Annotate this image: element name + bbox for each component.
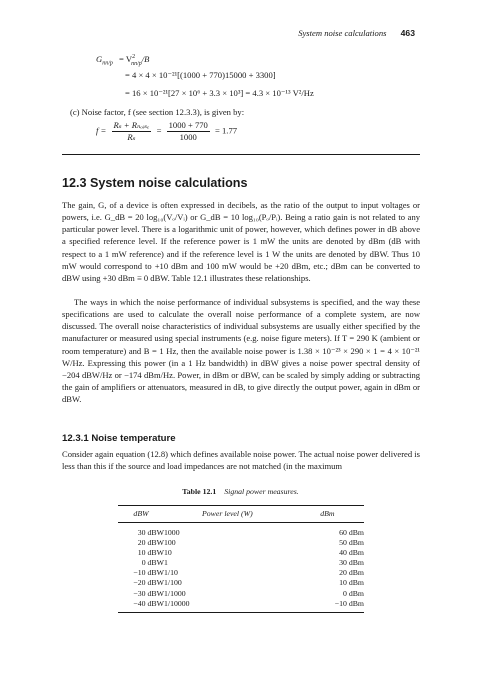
cell-dbm: 60 dBm bbox=[339, 528, 364, 537]
cell-power: 1/10 bbox=[164, 568, 178, 578]
cell-dbm: 10 dBm bbox=[339, 578, 364, 588]
column-header-dbm: dBm bbox=[291, 506, 364, 523]
column-header-dbw: dBW bbox=[118, 506, 164, 523]
paragraph-noise-performance: The ways in which the noise performance of individual subsystems is specified, and the way these specifications are used to calculate the overall noise performance of a complete system, are now discussed. The overall noise characteristics of individual subsystems are usually either specified by the manufacturer or measured using special instruments (e.g. noise figure meters). If T = 290 K (ambient or room temperature) and B = 1 Hz, then the available noise power is 1.38 × 10⁻²³ × 290 × 1 = 4 × 10⁻²¹ W/Hz. Expressing this power (in a 1 Hz bandwidth) in dBW gives a noise power spectral density of −204 dBW/Hz or −174 dBm/Hz. Power, in dBm or dBW, can be scaled by simply adding or subtracting the gain of amplifiers or attenuators, measured in dB, to give directly the output power, again in dBm or dBW. bbox=[62, 297, 420, 405]
equation-line-2: = 4 × 4 × 10⁻²¹[(1000 + 770)15000 + 3300] bbox=[125, 70, 276, 80]
cell-dbm: 0 dBm bbox=[342, 588, 364, 598]
cell-dbm: 50 dBm bbox=[339, 538, 364, 548]
cell-dbw: 0 dBW bbox=[141, 558, 164, 568]
table-header-row bbox=[118, 506, 364, 523]
running-title: System noise calculations bbox=[298, 28, 387, 38]
table-row bbox=[118, 523, 364, 539]
page-number: 463 bbox=[400, 28, 415, 38]
cell-power: 10 bbox=[164, 548, 172, 558]
cell-power: 1/10000 bbox=[164, 599, 291, 613]
section-heading: 12.3 System noise calculations bbox=[62, 176, 248, 190]
cell-power: 1 bbox=[164, 558, 168, 568]
cell-dbm: 20 dBm bbox=[339, 568, 364, 578]
column-header-power: Power level (W) bbox=[164, 506, 291, 523]
cell-dbw: −30 dBW bbox=[133, 588, 164, 598]
cell-power: 1000 bbox=[164, 528, 180, 537]
cell-dbw: 30 dBW bbox=[137, 528, 164, 537]
equation-noise-density: $G_{nn/p} = V^2_{nn/p}/B$ bbox=[96, 53, 150, 67]
cell-dbw: −20 dBW bbox=[133, 578, 164, 588]
cell-dbm: 30 dBm bbox=[339, 558, 364, 568]
fraction-symbolic: $\frac{\text{Rₛ + Rₙₒᵢₛₑ}}{\text{Rₛ}}$ bbox=[113, 120, 150, 142]
table-row bbox=[118, 589, 364, 599]
paragraph-noise-temperature: Consider again equation (12.8) which defines available noise power. The actual noise power delivered is less than this if the source and load impedances are not matched (in the maximum bbox=[62, 449, 420, 472]
cell-power: 1/100 bbox=[164, 578, 182, 588]
cell-dbw: 10 dBW bbox=[137, 548, 164, 558]
section-divider bbox=[62, 154, 420, 155]
equation-noise-factor: f = $\frac{\text{Rₛ + Rₙₒᵢₛₑ}}{\text{Rₛ}}$ = $\frac{1000 + 770}{1000}$ = 1.77 bbox=[96, 120, 238, 142]
table-row bbox=[118, 568, 364, 578]
equation-line-3: = 16 × 10⁻²¹[27 × 10⁶ + 3.3 × 10³] = 4.3 × 10⁻¹³ V²/Hz bbox=[125, 88, 314, 98]
table-row bbox=[118, 599, 364, 613]
table-row bbox=[118, 578, 364, 588]
paragraph-gain: The gain, G, of a device is often expressed in decibels, as the ratio of the output to input voltages or powers, i.e. G_dB = 20 log₁₀(Vₒ/Vᵢ) or G_dB = 10 log₁₀(Pₒ/Pᵢ). Being a ratio gain is not related to any particular power level. There is a logarithmic unit of power, however, which defines power in dB above a specified reference level. If the reference power is 1 mW the units are denoted by dBm (dB with respect to a 1 mW reference) and if the reference level is 1 W the units are denoted by dBW. Thus 10 mW would correspond to +10 dBm and 100 mW would be +20 dBm, etc.; dBm can be converted to dBW using +30 dBm ≡ 0 dBW. Table 12.1 illustrates these relationships. bbox=[62, 200, 420, 283]
signal-power-table bbox=[118, 505, 364, 613]
cell-dbw: −10 dBW bbox=[133, 568, 164, 578]
table-row bbox=[118, 538, 364, 548]
table-caption: Table 12.1 Signal power measures. bbox=[182, 487, 299, 496]
cell-dbw: 20 dBW bbox=[137, 538, 164, 548]
cell-dbm: −10 dBm bbox=[291, 599, 364, 613]
table-row bbox=[118, 548, 364, 558]
list-item-c: (c) Noise factor, f (see section 12.3.3), is given by: bbox=[70, 107, 245, 117]
cell-dbm: 40 dBm bbox=[339, 548, 364, 558]
running-header bbox=[298, 28, 415, 38]
table-row bbox=[118, 558, 364, 568]
fraction-numeric: $\frac{1000 + 770}{1000}$ bbox=[168, 120, 208, 142]
cell-power: 100 bbox=[164, 538, 176, 548]
cell-power: 1/1000 bbox=[164, 588, 186, 598]
subsection-heading: 12.3.1 Noise temperature bbox=[62, 433, 176, 444]
cell-dbw: −40 dBW bbox=[118, 599, 164, 613]
